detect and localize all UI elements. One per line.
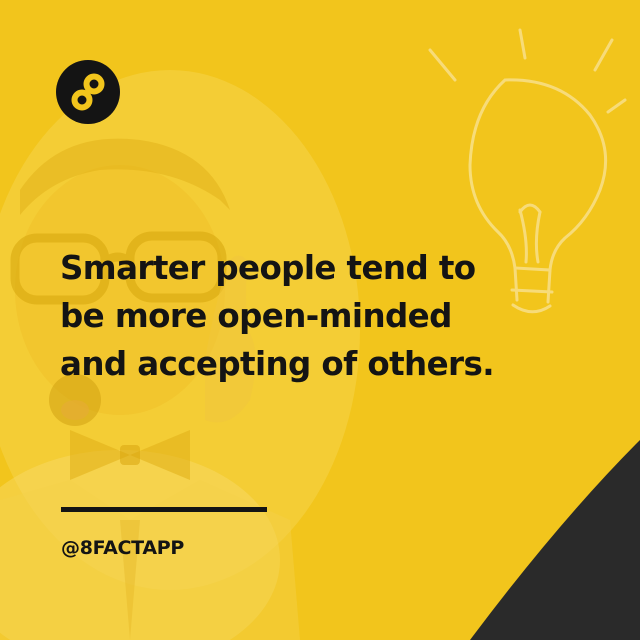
account-handle: @8FACTAPP <box>61 537 185 559</box>
headline-line-2: be more open-minded <box>60 297 452 335</box>
headline-line-1: Smarter people tend to <box>60 249 476 287</box>
headline-line-3: and accepting of others. <box>60 345 494 383</box>
